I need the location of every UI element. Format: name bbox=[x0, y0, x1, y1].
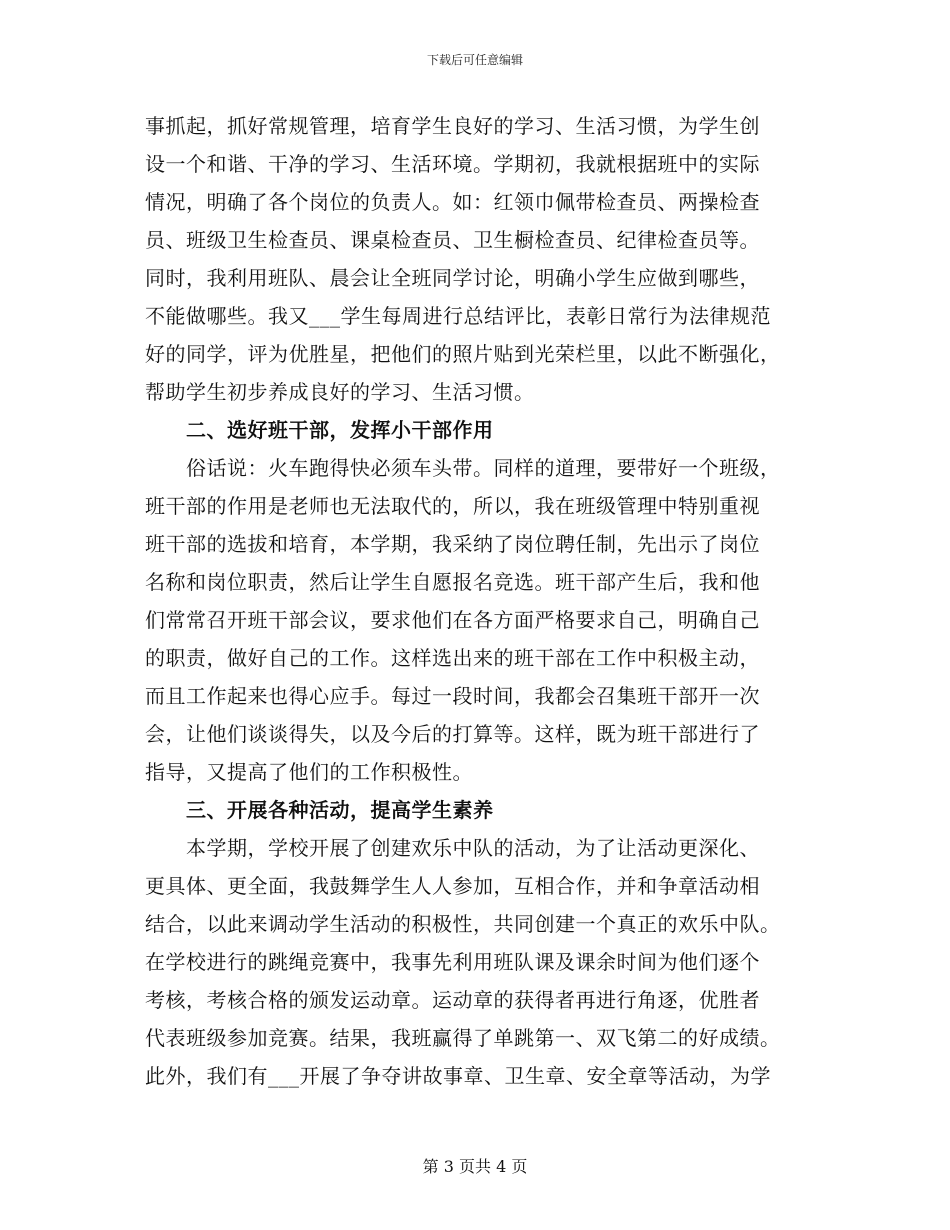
body-line: 名称和岗位职责，然后让学生自愿报名竞选。班干部产生后，我和他 bbox=[145, 570, 760, 594]
body-line: 设一个和谐、干净的学习、生活环境。学期初，我就根据班中的实际 bbox=[145, 152, 760, 176]
body-line: 而且工作起来也得心应手。每过一段时间，我都会召集班干部开一次 bbox=[145, 684, 760, 708]
body-line: 代表班级参加竞赛。结果，我班赢得了单跳第一、双飞第二的好成绩。 bbox=[145, 1026, 781, 1050]
body-line: 情况，明确了各个岗位的负责人。如：红领巾佩带检查员、两操检查 bbox=[145, 190, 760, 214]
body-line: 同时，我利用班队、晨会让全班同学讨论，明确小学生应做到哪些， bbox=[145, 266, 760, 290]
body-line: 班干部的选拔和培育，本学期，我采纳了岗位聘任制，先出示了岗位 bbox=[145, 532, 760, 556]
body-line: 好的同学，评为优胜星，把他们的照片贴到光荣栏里，以此不断强化， bbox=[145, 342, 781, 366]
body-line: 员、班级卫生检查员、课桌检查员、卫生橱检查员、纪律检查员等。 bbox=[145, 228, 760, 252]
body-line: 事抓起，抓好常规管理，培育学生良好的学习、生活习惯，为学生创 bbox=[145, 114, 760, 138]
body-line: 结合，以此来调动学生活动的积极性，共同创建一个真正的欢乐中队。 bbox=[145, 912, 781, 936]
body-line: 此外，我们有___开展了争夺讲故事章、卫生章、安全章等活动，为学 bbox=[145, 1064, 771, 1088]
paragraph-first-line: 本学期，学校开展了创建欢乐中队的活动，为了让活动更深化、 bbox=[186, 836, 760, 860]
page-header: 下载后可任意编辑 bbox=[426, 53, 523, 67]
section-heading: 三、开展各种活动，提高学生素养 bbox=[186, 798, 494, 822]
paragraph-first-line: 俗话说：火车跑得快必须车头带。同样的道理，要带好一个班级， bbox=[186, 456, 781, 480]
body-line: 不能做哪些。我又___学生每周进行总结评比，表彰日常行为法律规范 bbox=[145, 304, 771, 328]
page-number: 第 3 页共 4 页 bbox=[422, 1157, 528, 1176]
body-line: 的职责，做好自己的工作。这样选出来的班干部在工作中积极主动， bbox=[145, 646, 760, 670]
body-line: 们常常召开班干部会议，要求他们在各方面严格要求自己，明确自己 bbox=[145, 608, 760, 632]
body-line: 帮助学生初步养成良好的学习、生活习惯。 bbox=[145, 380, 535, 404]
body-line: 指导，又提高了他们的工作积极性。 bbox=[145, 760, 473, 784]
body-line: 在学校进行的跳绳竞赛中，我事先利用班队课及课余时间为他们逐个 bbox=[145, 950, 760, 974]
body-line: 更具体、更全面，我鼓舞学生人人参加，互相合作，并和争章活动相 bbox=[145, 874, 760, 898]
section-heading: 二、选好班干部，发挥小干部作用 bbox=[186, 418, 494, 442]
body-line: 会，让他们谈谈得失，以及今后的打算等。这样，既为班干部进行了 bbox=[145, 722, 760, 746]
body-line: 考核，考核合格的颁发运动章。运动章的获得者再进行角逐，优胜者 bbox=[145, 988, 760, 1012]
body-line: 班干部的作用是老师也无法取代的，所以，我在班级管理中特别重视 bbox=[145, 494, 760, 518]
